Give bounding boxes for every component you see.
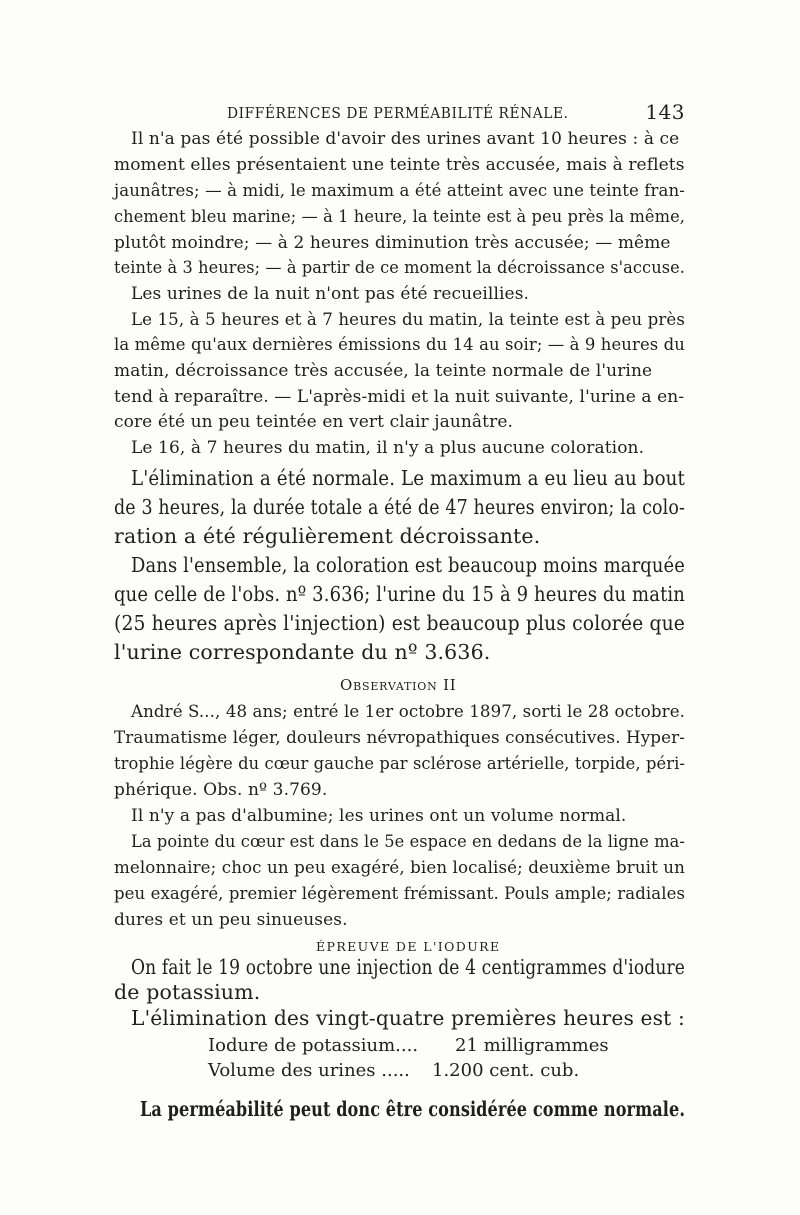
text-line: Dans l'ensemble, la coloration est beaucoup moins marquée — [131, 553, 686, 577]
text-line: La pointe du cœur est dans le 5e espace en dedans de la ligne ma- — [131, 832, 686, 852]
text-line: Il n'y a pas d'albumine; les urines ont un volume normal. — [131, 806, 627, 826]
text-line: core été un peu teintée en vert clair jaunâtre. — [114, 412, 513, 432]
page-number: 143 — [645, 100, 685, 124]
text-line: Il n'a pas été possible d'avoir des urines avant 10 heures : à ce — [131, 129, 680, 149]
text-line: ration a été régulièrement décroissante. — [114, 524, 541, 548]
measurement-value: 21 milligrammes — [455, 1035, 609, 1056]
text-line: dures et un peu sinueuses. — [114, 910, 348, 930]
page-header — [115, 100, 685, 128]
text-line: l'urine correspondante du nº 3.636. — [114, 640, 491, 664]
text-line: trophie légère du cœur gauche par sclérose artérielle, torpide, péri- — [114, 754, 686, 774]
conclusion-line: La perméabilité peut donc être considérée comme normale. — [140, 1097, 686, 1121]
text-line: teinte à 3 heures; — à partir de ce moment la décroissance s'accuse. — [114, 258, 685, 278]
text-line: peu exagéré, premier légèrement frémissant. Pouls ample; radiales — [114, 884, 686, 904]
text-line: L'élimination a été normale. Le maximum a eu lieu au bout — [131, 466, 686, 490]
text-line: tend à reparaître. — L'après-midi et la nuit suivante, l'urine a en- — [114, 387, 685, 407]
text-line: Les urines de la nuit n'ont pas été recueillies. — [131, 284, 530, 304]
measurement-label: Iodure de potassium.... — [208, 1035, 419, 1056]
running-title: DIFFÉRENCES DE PERMÉABILITÉ RÉNALE. — [227, 104, 569, 122]
measurement-label: Volume des urines ..... — [208, 1060, 410, 1081]
text-line: plutôt moindre; — à 2 heures diminution très accusée; — même — [114, 233, 671, 253]
text-line: matin, décroissance très accusée, la teinte normale de l'urine — [114, 361, 653, 381]
text-line: (25 heures après l'injection) est beaucoup plus colorée que — [114, 611, 686, 635]
text-line: de potassium. — [114, 980, 261, 1004]
measurement-value: 1.200 cent. cub. — [432, 1060, 580, 1081]
text-line: Traumatisme léger, douleurs névropathiques consécutives. Hyper- — [114, 728, 685, 748]
text-line: la même qu'aux dernières émissions du 14 au soir; — à 9 heures du — [114, 335, 685, 355]
text-line: que celle de l'obs. nº 3.636; l'urine du 15 à 9 heures du matin — [114, 582, 686, 606]
text-line: chement bleu marine; — à 1 heure, la teinte est à peu près la même, — [114, 207, 686, 227]
text-line: de 3 heures, la durée totale a été de 47 heures environ; la colo- — [114, 495, 686, 519]
text-line: L'élimination des vingt-quatre premières heures est : — [131, 1006, 685, 1030]
text-line: moment elles présentaient une teinte très accusée, mais à reflets — [114, 155, 685, 175]
observation-heading: Observation II — [340, 676, 457, 694]
text-line: On fait le 19 octobre une injection de 4 centigrammes d'iodure — [131, 955, 685, 979]
text-line: Le 16, à 7 heures du matin, il n'y a plus aucune coloration. — [131, 438, 645, 458]
text-line: jaunâtres; — à midi, le maximum a été atteint avec une teinte fran- — [114, 181, 686, 201]
text-line: André S..., 48 ans; entré le 1er octobre 1897, sorti le 28 octobre. — [131, 702, 686, 722]
text-line: Le 15, à 5 heures et à 7 heures du matin, la teinte est à peu près — [131, 310, 685, 330]
text-line: melonnaire; choc un peu exagéré, bien localisé; deuxième bruit un — [114, 858, 685, 878]
epreuve-heading: ÉPREUVE DE L'IODURE — [316, 939, 501, 954]
text-line: phérique. Obs. nº 3.769. — [114, 780, 328, 800]
